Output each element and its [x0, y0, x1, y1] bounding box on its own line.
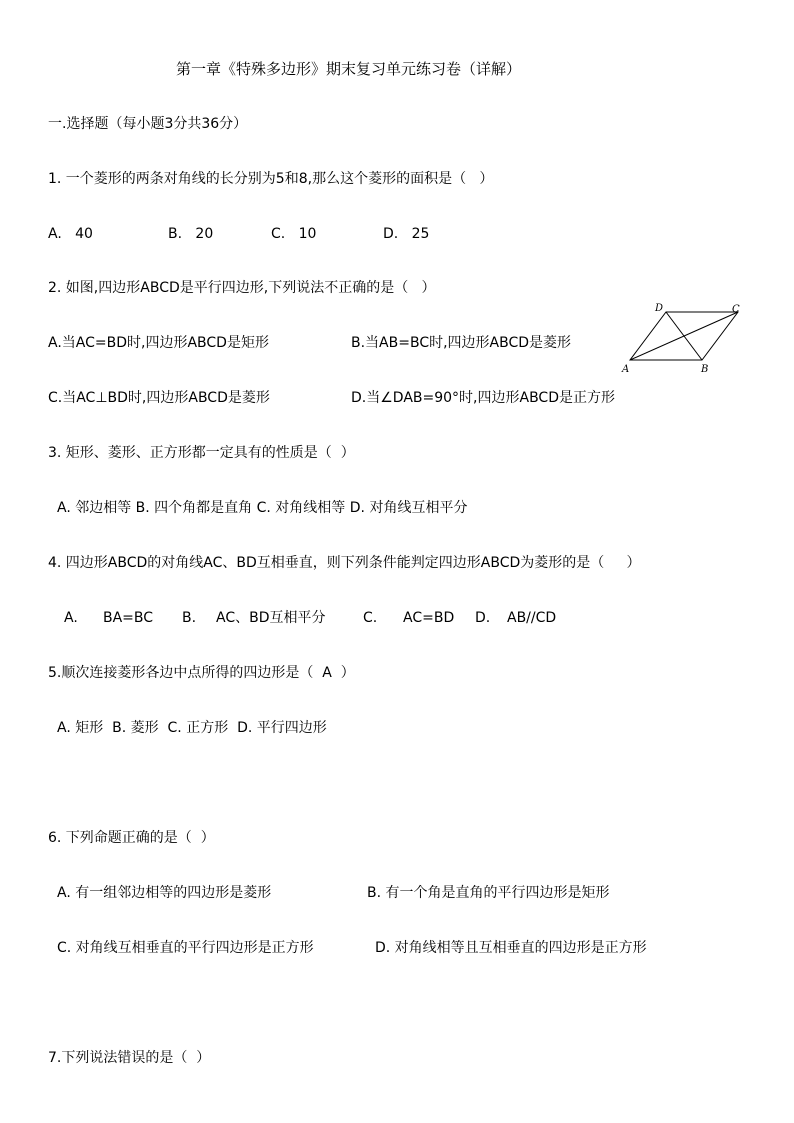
vertex-label-d: D [655, 303, 664, 314]
q2-option-b: B.当AB=BC时,四边形ABCD是菱形 [351, 335, 572, 351]
question-2-stem: 2. 如图,四边形ABCD是平行四边形,下列说法不正确的是（ ） [48, 280, 436, 296]
question-7-stem: 7.下列说法错误的是（ ） [48, 1050, 211, 1066]
q5-options: A. 矩形 B. 菱形 C. 正方形 D. 平行四边形 [57, 720, 327, 736]
question-1-stem: 1. 一个菱形的两条对角线的长分别为5和8,那么这个菱形的面积是（ ） [48, 171, 494, 187]
q4-option-d-text: AB//CD [507, 610, 557, 626]
q2-option-c: C.当AC⊥BD时,四边形ABCD是菱形 [48, 390, 270, 406]
q1-option-d: D. 25 [383, 226, 430, 242]
q4-option-d-letter: D. [475, 610, 491, 626]
q1-option-b: B. 20 [168, 226, 214, 242]
question-6-stem: 6. 下列命题正确的是（ ） [48, 830, 215, 846]
q6-option-c: C. 对角线互相垂直的平行四边形是正方形 [57, 940, 314, 956]
q4-option-b-letter: B. [182, 610, 197, 626]
page-title: 第一章《特殊多边形》期末复习单元练习卷（详解） [176, 60, 522, 78]
q1-option-a: A. 40 [48, 226, 93, 242]
q4-option-c-text: AC=BD [403, 610, 455, 626]
q1-option-c: C. 10 [271, 226, 317, 242]
parallelogram-figure [620, 300, 750, 376]
q4-option-a-letter: A. [64, 610, 78, 626]
question-4-stem: 4. 四边形ABCD的对角线AC、BD互相垂直，则下列条件能判定四边形ABCD为菱形的是（ ） [48, 555, 641, 571]
vertex-label-b: B [701, 364, 709, 375]
question-5-stem: 5.顺次连接菱形各边中点所得的四边形是（ A ） [48, 665, 355, 681]
vertex-label-a: A [622, 364, 630, 375]
q2-option-d: D.当∠DAB=90°时,四边形ABCD是正方形 [351, 390, 615, 406]
q6-option-d: D. 对角线相等且互相垂直的四边形是正方形 [375, 940, 647, 956]
q6-option-a: A. 有一组邻边相等的四边形是菱形 [57, 885, 272, 901]
q6-option-b: B. 有一个角是直角的平行四边形是矩形 [367, 885, 610, 901]
q3-options: A. 邻边相等 B. 四个角都是直角 C. 对角线相等 D. 对角线互相平分 [57, 500, 468, 516]
section-heading: 一.选择题（每小题3分共36分） [48, 116, 248, 132]
question-3-stem: 3. 矩形、菱形、正方形都一定具有的性质是（ ） [48, 445, 355, 461]
q4-option-a-text: BA=BC [103, 610, 154, 626]
diagonal-bd [666, 312, 702, 360]
q4-option-b-text: AC、BD互相平分 [216, 610, 326, 626]
q4-option-c-letter: C. [363, 610, 378, 626]
q2-option-a: A.当AC=BD时,四边形ABCD是矩形 [48, 335, 269, 351]
vertex-label-c: C [732, 304, 740, 315]
